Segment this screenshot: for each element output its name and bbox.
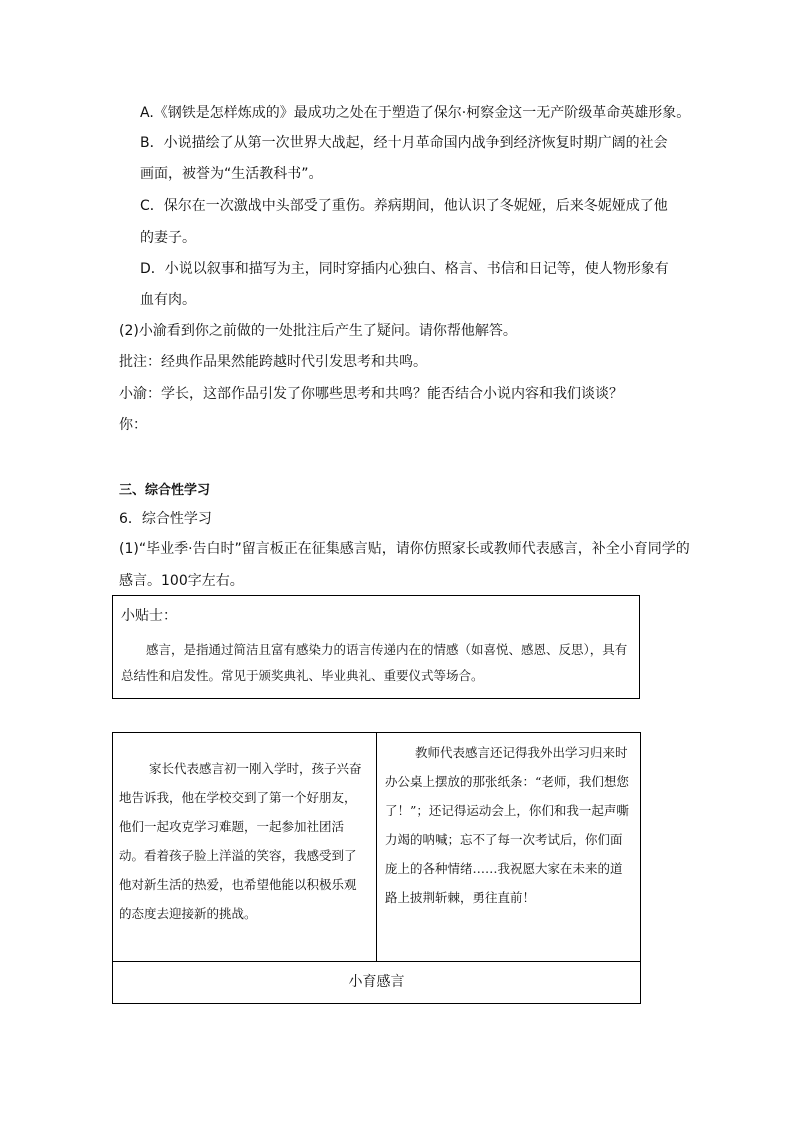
section-heading: 三、综合性学习 bbox=[119, 483, 211, 498]
teacher-quote: 教师代表感言还记得我外出学习归来时办公桌上摆放的那张纸条：“老师，我们想您了！”；还记得运动会上，你们和我一起声嘶力竭的呐喊；忘不了每一次考试后，你们面庞上的各种情绪……我祝愿大家在未来的道路上披荆斩棘，勇往直前！ bbox=[385, 745, 629, 905]
option-c-line1: C．保尔在一次激战中头部受了重伤。养病期间，他认识了冬妮娅，后来冬妮娅成了他 bbox=[140, 198, 668, 214]
tips-box bbox=[112, 595, 640, 699]
tips-title: 小贴士： bbox=[121, 608, 177, 624]
student-quote-label: 小育感言 bbox=[348, 974, 405, 990]
tips-body: 感言，是指通过简洁且富有感染力的语言传递内在的情感（如喜悦、感恩、反思），具有总结性和启发性。常见于颁奖典礼、毕业典礼、重要仪式等场合。 bbox=[121, 642, 628, 683]
quotes-table bbox=[112, 732, 641, 1004]
teacher-quote-cell bbox=[377, 733, 640, 962]
part2-prompt: (2)小渝看到你之前做的一处批注后产生了疑问。请你帮他解答。 bbox=[119, 323, 517, 339]
annotation-text: 批注：经典作品果然能跨越时代引发思考和共鸣。 bbox=[119, 354, 427, 370]
option-b-line2: 画面，被誉为“生活教科书”。 bbox=[140, 166, 323, 182]
question6-part1-line1: (1)“毕业季·告白时”留言板正在征集感言贴，请你仿照家长或教师代表感言，补全小育同学的 bbox=[119, 541, 690, 557]
parent-quote-cell bbox=[113, 733, 377, 962]
question6-title: 6．综合性学习 bbox=[119, 511, 212, 527]
option-d-line2: 血有肉。 bbox=[140, 292, 196, 308]
option-b-line1: B．小说描绘了从第一次世界大战起，经十月革命国内战争到经济恢复时期广阔的社会 bbox=[140, 135, 668, 151]
question6-part1-line2: 感言。100字左右。 bbox=[119, 573, 244, 589]
answer-label: 你： bbox=[119, 417, 147, 433]
parent-quote: 家长代表感言初一刚入学时，孩子兴奋地告诉我，他在学校交到了第一个好朋友，他们一起攻克学习难题，一起参加社团活动。看着孩子脸上洋溢的笑容，我感受到了他对新生活的热爱，也希望他能以积极乐观的态度去迎接新的挑战。 bbox=[119, 761, 362, 921]
option-a: A.《钢铁是怎样炼成的》最成功之处在于塑造了保尔·柯察金这一无产阶级革命英雄形象。 bbox=[140, 105, 691, 121]
option-d-line1: D．小说以叙事和描写为主，同时穿插内心独白、格言、书信和日记等，使人物形象有 bbox=[140, 261, 669, 277]
option-c-line2: 的妻子。 bbox=[140, 230, 196, 246]
xiaoyu-question: 小渝：学长，这部作品引发了你哪些思考和共鸣？能否结合小说内容和我们谈谈？ bbox=[119, 386, 623, 402]
